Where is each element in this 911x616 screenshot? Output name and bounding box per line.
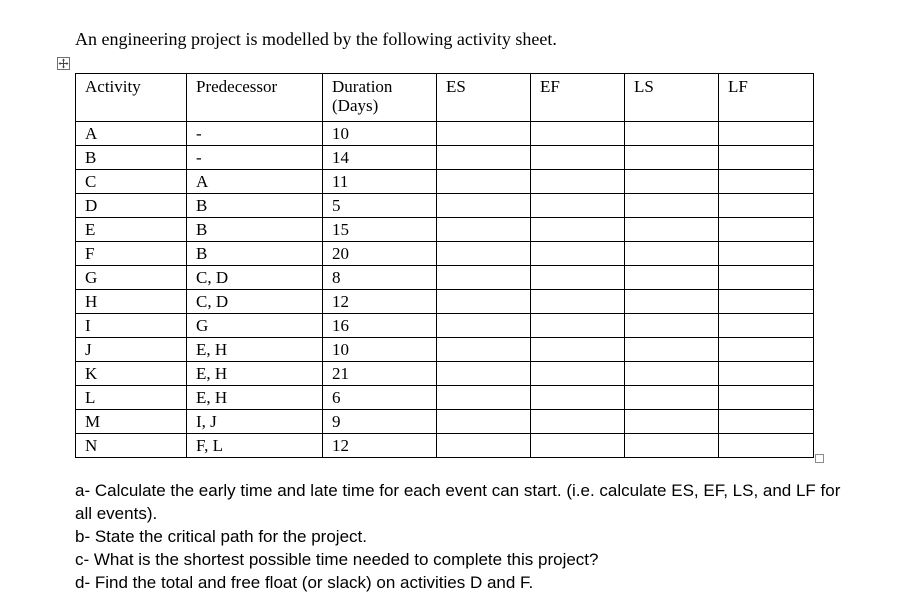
cell-ls[interactable] [625, 194, 719, 218]
table-row [76, 146, 814, 170]
table-row [76, 266, 814, 290]
cell-activity[interactable]: N [76, 434, 187, 458]
cell-activity[interactable]: L [76, 386, 187, 410]
cell-predecessor[interactable]: - [187, 122, 323, 146]
cell-activity[interactable]: I [76, 314, 187, 338]
cell-activity[interactable]: E [76, 218, 187, 242]
cell-es[interactable] [437, 386, 531, 410]
cell-es[interactable] [437, 362, 531, 386]
cell-ls[interactable] [625, 362, 719, 386]
cell-duration[interactable]: 10 [323, 338, 437, 362]
cell-ls[interactable] [625, 314, 719, 338]
table-move-icon-glyph [58, 58, 69, 69]
header-lf[interactable]: LF [719, 74, 814, 122]
cell-lf[interactable] [719, 122, 814, 146]
cell-ef[interactable] [531, 434, 625, 458]
cell-lf[interactable] [719, 434, 814, 458]
cell-ef[interactable] [531, 362, 625, 386]
cell-es[interactable] [437, 266, 531, 290]
cell-activity[interactable]: F [76, 242, 187, 266]
cell-predecessor[interactable]: C, D [187, 290, 323, 314]
question-d: d- Find the total and free float (or slack) on activities D and F. [75, 573, 534, 592]
table-row [76, 410, 814, 434]
cell-ls[interactable] [625, 218, 719, 242]
cell-lf[interactable] [719, 242, 814, 266]
cell-predecessor[interactable]: A [187, 170, 323, 194]
cell-ls[interactable] [625, 122, 719, 146]
cell-ef[interactable] [531, 386, 625, 410]
cell-es[interactable] [437, 218, 531, 242]
cell-lf[interactable] [719, 146, 814, 170]
cell-duration[interactable]: 10 [323, 122, 437, 146]
cell-duration[interactable]: 12 [323, 434, 437, 458]
cell-ls[interactable] [625, 170, 719, 194]
cell-duration[interactable]: 8 [323, 266, 437, 290]
table-row [76, 170, 814, 194]
header-duration[interactable] [323, 74, 437, 122]
table-row [76, 362, 814, 386]
question-c: c- What is the shortest possible time needed to complete this project? [75, 550, 599, 569]
cell-duration[interactable]: 9 [323, 410, 437, 434]
cell-es[interactable] [437, 434, 531, 458]
cell-lf[interactable] [719, 290, 814, 314]
cell-ef[interactable] [531, 194, 625, 218]
cell-ls[interactable] [625, 338, 719, 362]
cell-es[interactable] [437, 290, 531, 314]
cell-lf[interactable] [719, 362, 814, 386]
activity-table [75, 73, 814, 458]
cell-duration[interactable]: 12 [323, 290, 437, 314]
table-row [76, 290, 814, 314]
cell-ef[interactable] [531, 266, 625, 290]
table-row [76, 338, 814, 362]
cell-duration[interactable]: 11 [323, 170, 437, 194]
cell-es[interactable] [437, 410, 531, 434]
header-predecessor[interactable]: Predecessor [187, 74, 323, 122]
cell-duration[interactable]: 15 [323, 218, 437, 242]
cell-lf[interactable] [719, 338, 814, 362]
cell-predecessor[interactable]: - [187, 146, 323, 170]
header-activity[interactable]: Activity [76, 74, 187, 122]
cell-lf[interactable] [719, 314, 814, 338]
cell-ef[interactable] [531, 122, 625, 146]
cell-predecessor[interactable]: B [187, 194, 323, 218]
cell-predecessor[interactable]: B [187, 242, 323, 266]
cell-duration[interactable]: 20 [323, 242, 437, 266]
cell-predecessor[interactable]: C, D [187, 266, 323, 290]
cell-es[interactable] [437, 146, 531, 170]
cell-lf[interactable] [719, 218, 814, 242]
header-es[interactable]: ES [437, 74, 531, 122]
cell-predecessor[interactable]: I, J [187, 410, 323, 434]
header-duration-line2: (Days) [332, 96, 379, 115]
question-a: a- Calculate the early time and late time for each event can start. (i.e. calculate ES, EF, LS, and LF for all events). [75, 481, 841, 523]
table-row [76, 434, 814, 458]
cell-es[interactable] [437, 170, 531, 194]
cell-ls[interactable] [625, 386, 719, 410]
cell-es[interactable] [437, 242, 531, 266]
cell-ef[interactable] [531, 314, 625, 338]
header-ef[interactable]: EF [531, 74, 625, 122]
cell-ls[interactable] [625, 266, 719, 290]
cell-activity[interactable]: H [76, 290, 187, 314]
cell-predecessor[interactable]: E, H [187, 362, 323, 386]
cell-duration[interactable]: 21 [323, 362, 437, 386]
cell-ef[interactable] [531, 410, 625, 434]
cell-es[interactable] [437, 122, 531, 146]
table-row [76, 386, 814, 410]
cell-ls[interactable] [625, 242, 719, 266]
cell-activity[interactable]: J [76, 338, 187, 362]
table-header-row [76, 74, 814, 122]
cell-lf[interactable] [719, 410, 814, 434]
intro-text: An engineering project is modelled by the following activity sheet. [75, 29, 557, 49]
cell-activity[interactable]: K [76, 362, 187, 386]
cell-lf[interactable] [719, 194, 814, 218]
cell-duration[interactable]: 14 [323, 146, 437, 170]
cell-activity[interactable]: M [76, 410, 187, 434]
table-row [76, 242, 814, 266]
cell-activity[interactable]: A [76, 122, 187, 146]
table-row [76, 122, 814, 146]
cell-activity[interactable]: C [76, 170, 187, 194]
cell-predecessor[interactable]: E, H [187, 338, 323, 362]
cell-lf[interactable] [719, 170, 814, 194]
cell-duration[interactable]: 6 [323, 386, 437, 410]
question-list [75, 479, 855, 594]
cell-es[interactable] [437, 338, 531, 362]
cell-activity[interactable]: G [76, 266, 187, 290]
cell-lf[interactable] [719, 386, 814, 410]
cell-lf[interactable] [719, 266, 814, 290]
cell-ef[interactable] [531, 170, 625, 194]
cell-activity[interactable]: B [76, 146, 187, 170]
cell-ef[interactable] [531, 242, 625, 266]
cell-predecessor[interactable]: G [187, 314, 323, 338]
table-row [76, 314, 814, 338]
cell-es[interactable] [437, 194, 531, 218]
header-duration-line1: Duration [332, 77, 393, 96]
cell-predecessor[interactable]: F, L [187, 434, 323, 458]
cell-ls[interactable] [625, 410, 719, 434]
cell-ef[interactable] [531, 338, 625, 362]
header-ls[interactable]: LS [625, 74, 719, 122]
table-row [76, 194, 814, 218]
cell-ls[interactable] [625, 146, 719, 170]
table-resize-icon[interactable] [815, 454, 824, 463]
cell-activity[interactable]: D [76, 194, 187, 218]
cell-duration[interactable]: 16 [323, 314, 437, 338]
table-move-icon[interactable] [57, 57, 70, 70]
table-row [76, 218, 814, 242]
question-b: b- State the critical path for the project. [75, 527, 367, 546]
cell-ls[interactable] [625, 290, 719, 314]
cell-es[interactable] [437, 314, 531, 338]
cell-predecessor[interactable]: B [187, 218, 323, 242]
cell-ls[interactable] [625, 434, 719, 458]
cell-duration[interactable]: 5 [323, 194, 437, 218]
cell-ef[interactable] [531, 290, 625, 314]
cell-ef[interactable] [531, 218, 625, 242]
cell-predecessor[interactable]: E, H [187, 386, 323, 410]
cell-ef[interactable] [531, 146, 625, 170]
